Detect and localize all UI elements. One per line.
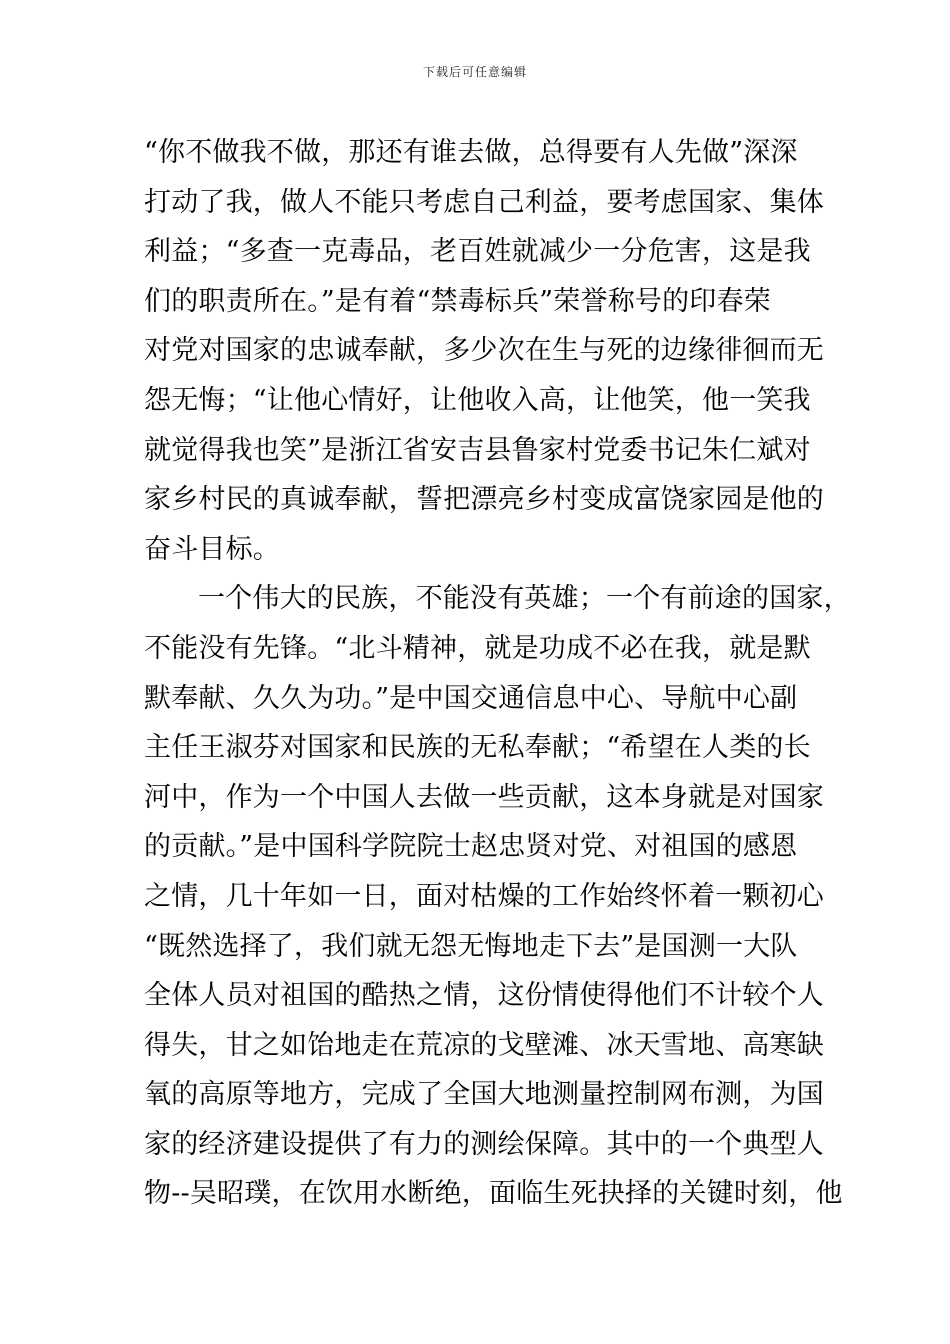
text-line: 家乡村民的真诚奉献，誓把漂亮乡村变成富饶家园是他的 [144, 484, 824, 516]
text-line: 默奉献、久久为功。”是中国交通信息中心、导航中心副 [144, 682, 798, 714]
text-line: “你不做我不做，那还有谁去做，总得要有人先做”深深 [144, 137, 798, 168]
text-line: 就觉得我也笑”是浙江省安吉县鲁家村党委书记朱仁斌对 [144, 434, 811, 466]
text-line: 之情，几十年如一日，面对枯燥的工作始终怀着一颗初心 [144, 880, 824, 912]
text-line: 不能没有先锋。“北斗精神，就是功成不必在我，就是默 [144, 632, 811, 664]
text-line: 的贡献。”是中国科学院院士赵忠贤对党、对祖国的感恩 [144, 831, 798, 863]
text-line: 主任王淑芬对国家和民族的无私奉献；“希望在人类的长 [144, 732, 811, 764]
text-line: 对党对国家的忠诚奉献，多少次在生与死的边缘徘徊而无 [144, 335, 824, 367]
document-body [144, 128, 851, 1219]
text-line: 一个伟大的民族，不能没有英雄；一个有前途的国家， [198, 583, 851, 615]
text-line: 奋斗目标。 [144, 533, 280, 565]
text-line: 氧的高原等地方，完成了全国大地测量控制网布测，为国 [144, 1079, 824, 1111]
page-header: 下载后可任意编辑 [422, 65, 527, 79]
text-line: 得失，甘之如饴地走在荒凉的戈壁滩、冰天雪地、高寒缺 [144, 1029, 824, 1061]
paragraph-2 [144, 574, 851, 1219]
text-line: 全体人员对祖国的酷热之情，这份情使得他们不计较个人 [144, 980, 824, 1012]
text-line: 家的经济建设提供了有力的测绘保障。其中的一个典型人 [144, 1128, 824, 1160]
text-line: 怨无悔；“让他心情好，让他收入高，让他笑，他一笑我 [144, 384, 811, 416]
text-line: 打动了我，做人不能只考虑自己利益，要考虑国家、集体 [144, 186, 824, 218]
text-line: 利益；“多查一克毒品，老百姓就减少一分危害，这是我 [144, 236, 811, 268]
text-line: “既然选择了，我们就无怨无悔地走下去”是国测一大队 [144, 930, 798, 962]
text-line: 物--吴昭璞，在饮用水断绝，面临生死抉择的关键时刻，他 [144, 1178, 843, 1210]
text-line: 们的职责所在。”是有着“禁毒标兵”荣誉称号的印春荣 [144, 285, 771, 317]
text-line: 河中，作为一个中国人去做一些贡献，这本身就是对国家 [144, 781, 824, 813]
paragraph-1 [144, 128, 824, 574]
